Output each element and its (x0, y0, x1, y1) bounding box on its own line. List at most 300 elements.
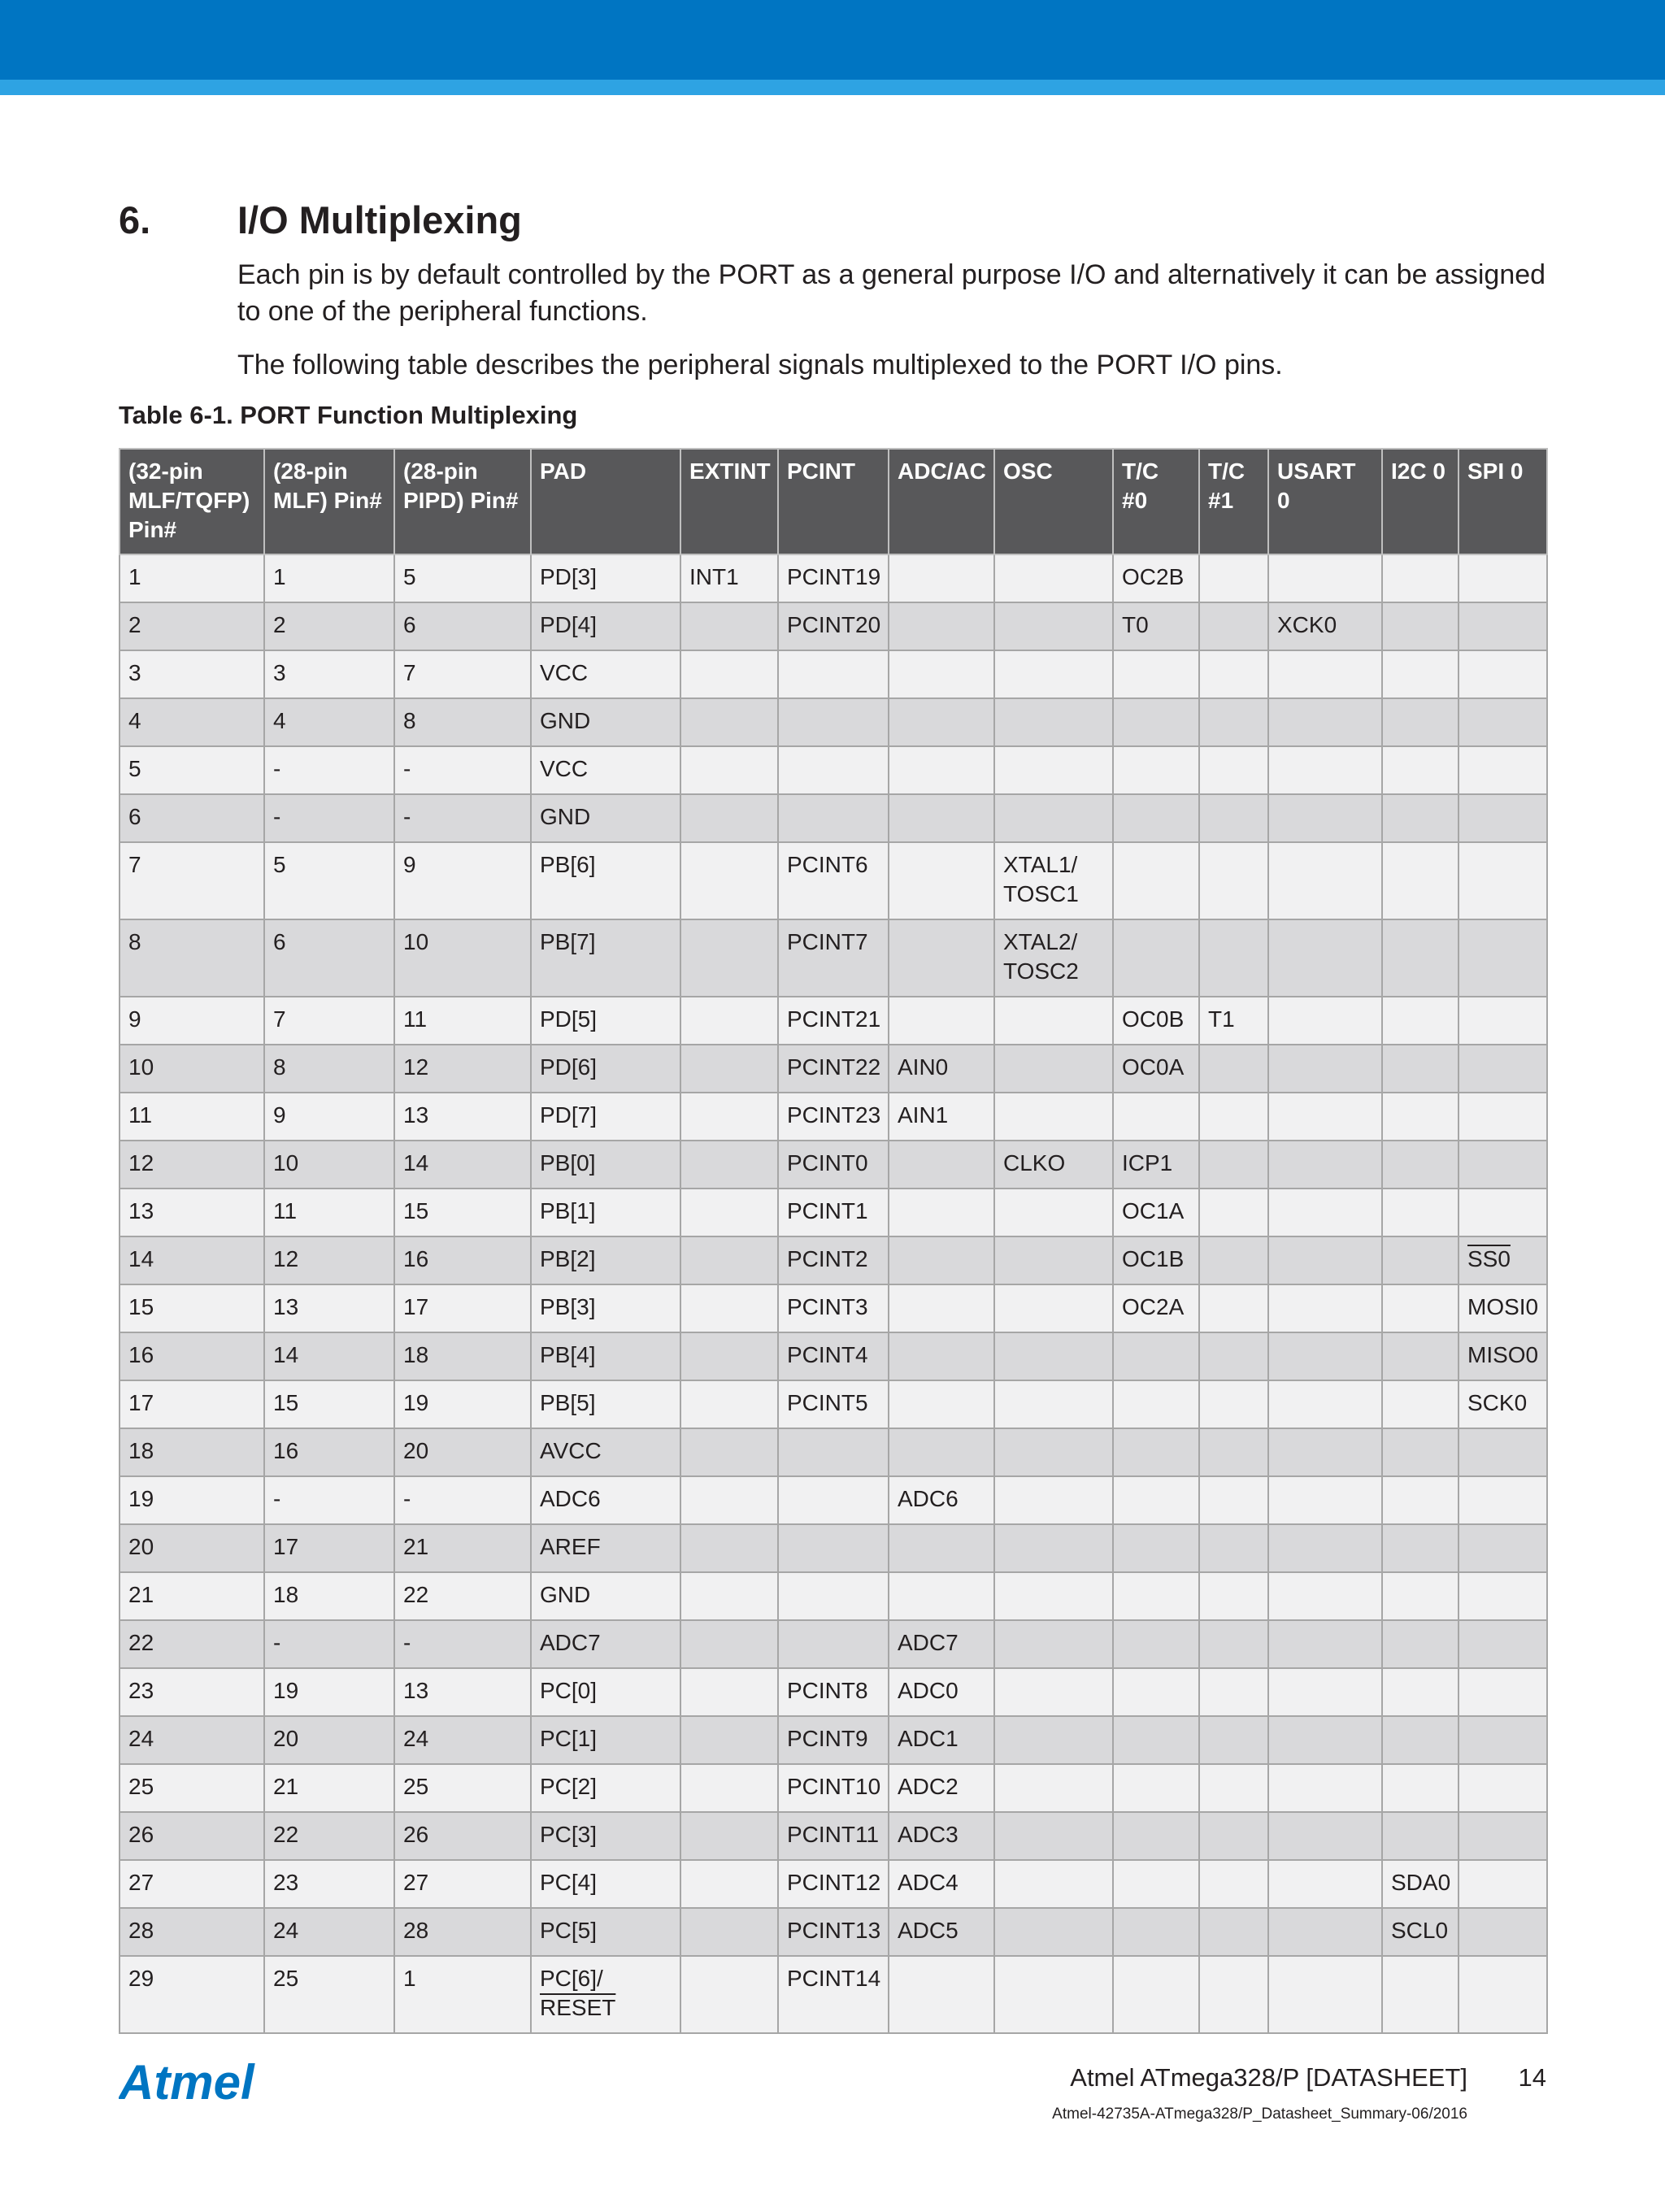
table-cell (994, 746, 1113, 794)
table-cell (994, 1284, 1113, 1332)
table-cell: 15 (120, 1284, 264, 1332)
table-cell: 1 (120, 554, 264, 602)
table-cell (994, 997, 1113, 1045)
table-cell: OC1A (1113, 1189, 1199, 1236)
table-cell: 7 (394, 650, 531, 698)
table-cell (1113, 1764, 1199, 1812)
table-cell (680, 1764, 778, 1812)
table-cell: 10 (264, 1141, 394, 1189)
table-cell (1459, 746, 1547, 794)
table-cell (994, 1860, 1113, 1908)
table-cell (680, 1812, 778, 1860)
table-cell: - (264, 1620, 394, 1668)
table-cell (889, 1572, 994, 1620)
table-cell: 22 (264, 1812, 394, 1860)
table-cell (889, 997, 994, 1045)
table-cell: PD[7] (531, 1093, 680, 1141)
table-cell (1268, 1428, 1382, 1476)
table-cell: 24 (120, 1716, 264, 1764)
table-cell (1459, 1093, 1547, 1141)
table-cell: 5 (120, 746, 264, 794)
table-row (120, 1812, 1547, 1860)
table-row (120, 1716, 1547, 1764)
table-cell (1268, 1236, 1382, 1284)
table-cell: AREF (531, 1524, 680, 1572)
table-cell: ADC7 (531, 1620, 680, 1668)
table-cell: 17 (264, 1524, 394, 1572)
table-cell: PC[4] (531, 1860, 680, 1908)
table-cell (680, 1332, 778, 1380)
table-cell (994, 1716, 1113, 1764)
table-cell (1382, 1956, 1459, 2033)
table-cell: XCK0 (1268, 602, 1382, 650)
table-cell (680, 1045, 778, 1093)
table-cell: 12 (394, 1045, 531, 1093)
table-cell (994, 1764, 1113, 1812)
table-cell: PCINT3 (778, 1284, 889, 1332)
table-row (120, 1284, 1547, 1332)
table-cell: 7 (120, 842, 264, 919)
table-cell: 18 (120, 1428, 264, 1476)
table-cell (680, 650, 778, 698)
table-row (120, 1668, 1547, 1716)
table-cell: 8 (264, 1045, 394, 1093)
table-cell (1382, 1428, 1459, 1476)
table-cell (1382, 1380, 1459, 1428)
table-cell: PB[5] (531, 1380, 680, 1428)
column-header: EXTINT (680, 449, 778, 554)
table-row (120, 842, 1547, 919)
table-cell (1113, 919, 1199, 997)
table-cell: PCINT23 (778, 1093, 889, 1141)
table-cell (889, 650, 994, 698)
table-cell (1459, 842, 1547, 919)
table-cell (1459, 1812, 1547, 1860)
table-cell: GND (531, 1572, 680, 1620)
column-header: T/C #1 (1199, 449, 1268, 554)
table-cell (889, 1332, 994, 1380)
table-cell (1382, 1093, 1459, 1141)
table-header-row (120, 449, 1547, 554)
table-cell: 20 (120, 1524, 264, 1572)
table-cell: PCINT12 (778, 1860, 889, 1908)
table-cell (1382, 1236, 1459, 1284)
table-cell (994, 1236, 1113, 1284)
table-cell (680, 1716, 778, 1764)
table-cell (1199, 1524, 1268, 1572)
table-cell (680, 1141, 778, 1189)
table-cell (1268, 1860, 1382, 1908)
table-row (120, 1093, 1547, 1141)
table-cell (1268, 1524, 1382, 1572)
table-cell: ADC1 (889, 1716, 994, 1764)
table-cell (1268, 1716, 1382, 1764)
table-cell: PCINT5 (778, 1380, 889, 1428)
table-cell: OC2A (1113, 1284, 1199, 1332)
table-cell (680, 1380, 778, 1428)
table-row (120, 1620, 1547, 1668)
table-cell (1459, 1860, 1547, 1908)
table-cell: 17 (120, 1380, 264, 1428)
table-cell (1459, 1476, 1547, 1524)
table-row (120, 1524, 1547, 1572)
table-cell: PC[2] (531, 1764, 680, 1812)
table-cell (778, 1572, 889, 1620)
table-cell (994, 1812, 1113, 1860)
table-row (120, 997, 1547, 1045)
table-cell (889, 919, 994, 997)
table-cell (778, 1476, 889, 1524)
table-cell: 21 (120, 1572, 264, 1620)
table-cell (1113, 1380, 1199, 1428)
table-cell (1199, 698, 1268, 746)
table-cell: PB[4] (531, 1332, 680, 1380)
table-cell: 23 (120, 1668, 264, 1716)
table-cell (1382, 1141, 1459, 1189)
table-cell: 16 (264, 1428, 394, 1476)
table-cell (1268, 698, 1382, 746)
table-cell (1459, 919, 1547, 997)
table-cell (1382, 1332, 1459, 1380)
table-cell: PB[2] (531, 1236, 680, 1284)
port-function-table (119, 448, 1548, 2034)
table-cell (994, 1668, 1113, 1716)
table-cell (1199, 1093, 1268, 1141)
table-cell: 22 (394, 1572, 531, 1620)
table-cell (994, 1332, 1113, 1380)
table-cell (1199, 1045, 1268, 1093)
table-cell: 3 (120, 650, 264, 698)
table-cell (889, 698, 994, 746)
table-cell: 21 (264, 1764, 394, 1812)
table-cell: 14 (394, 1141, 531, 1189)
table-cell (680, 1476, 778, 1524)
table-cell (1268, 842, 1382, 919)
table-cell: PCINT7 (778, 919, 889, 997)
table-cell (1199, 1141, 1268, 1189)
column-header: PAD (531, 449, 680, 554)
table-row (120, 1236, 1547, 1284)
table-cell: SCK0 (1459, 1380, 1547, 1428)
table-cell: PB[3] (531, 1284, 680, 1332)
table-cell (680, 794, 778, 842)
table-cell: INT1 (680, 554, 778, 602)
table-cell: PCINT0 (778, 1141, 889, 1189)
table-cell (1382, 1716, 1459, 1764)
table-cell (1268, 1284, 1382, 1332)
table-row (120, 1332, 1547, 1380)
table-cell (889, 1956, 994, 2033)
table-cell: ADC0 (889, 1668, 994, 1716)
table-cell: 13 (394, 1668, 531, 1716)
column-header: T/C #0 (1113, 449, 1199, 554)
table-cell: ICP1 (1113, 1141, 1199, 1189)
table-cell (1459, 698, 1547, 746)
table-cell: 19 (264, 1668, 394, 1716)
table-cell (1113, 1956, 1199, 2033)
table-cell (1268, 997, 1382, 1045)
table-cell: 13 (264, 1284, 394, 1332)
table-row (120, 602, 1547, 650)
table-cell (1268, 746, 1382, 794)
table-cell (994, 794, 1113, 842)
table-row (120, 1860, 1547, 1908)
table-cell (994, 1956, 1113, 2033)
table-cell (1382, 997, 1459, 1045)
table-row (120, 794, 1547, 842)
table-cell (994, 602, 1113, 650)
table-cell (994, 554, 1113, 602)
table-cell (1113, 1524, 1199, 1572)
table-row (120, 1380, 1547, 1428)
table-cell (680, 1860, 778, 1908)
intro-paragraph: Each pin is by default controlled by the PORT as a general purpose I/O and alternatively it can be assigned to one of the peripheral functions. (237, 259, 1546, 327)
table-cell: SS0 (1459, 1236, 1547, 1284)
table-cell (1382, 1620, 1459, 1668)
table-cell: 21 (394, 1524, 531, 1572)
table-row (120, 1189, 1547, 1236)
table-cell: 16 (120, 1332, 264, 1380)
table-cell (778, 1428, 889, 1476)
table-cell (1459, 1668, 1547, 1716)
table-cell (1382, 554, 1459, 602)
table-row (120, 746, 1547, 794)
table-cell (680, 1428, 778, 1476)
table-cell: OC0A (1113, 1045, 1199, 1093)
table-cell: VCC (531, 650, 680, 698)
table-cell: 9 (394, 842, 531, 919)
table-cell (1199, 794, 1268, 842)
table-cell: PCINT21 (778, 997, 889, 1045)
table-cell (994, 1428, 1113, 1476)
table-cell: 1 (394, 1956, 531, 2033)
table-cell (1113, 1716, 1199, 1764)
table-cell (994, 1476, 1113, 1524)
table-cell: 27 (120, 1860, 264, 1908)
table-cell (1459, 1956, 1547, 2033)
table-cell (1382, 698, 1459, 746)
table-cell (1199, 1716, 1268, 1764)
table-cell: 28 (394, 1908, 531, 1956)
table-cell: 1 (264, 554, 394, 602)
table-cell: AIN1 (889, 1093, 994, 1141)
table-cell (1459, 1428, 1547, 1476)
table-cell (778, 1620, 889, 1668)
table-cell: 12 (120, 1141, 264, 1189)
table-cell (1113, 698, 1199, 746)
table-row (120, 1572, 1547, 1620)
table-cell: PCINT2 (778, 1236, 889, 1284)
table-cell (680, 919, 778, 997)
header-stripe (0, 80, 1665, 95)
table-cell: 2 (264, 602, 394, 650)
table-cell (1199, 1332, 1268, 1380)
table-cell (1382, 1572, 1459, 1620)
table-cell (1459, 1716, 1547, 1764)
table-cell: PC[6]/ RESET (531, 1956, 680, 2033)
atmel-logo (119, 2052, 281, 2109)
table-cell (680, 1284, 778, 1332)
table-cell (1382, 842, 1459, 919)
table-cell: 13 (394, 1093, 531, 1141)
table-cell (1199, 746, 1268, 794)
column-header: (28-pin PIPD) Pin# (394, 449, 531, 554)
atmel-logo-text: Atmel (119, 2055, 254, 2109)
table-cell (1113, 650, 1199, 698)
column-header: ADC/AC (889, 449, 994, 554)
table-cell: PB[0] (531, 1141, 680, 1189)
table-cell (1382, 650, 1459, 698)
table-cell (1268, 1141, 1382, 1189)
table-cell: - (394, 1620, 531, 1668)
table-cell: PCINT8 (778, 1668, 889, 1716)
table-cell (994, 1908, 1113, 1956)
table-cell (889, 602, 994, 650)
table-cell: 26 (394, 1812, 531, 1860)
table-cell (1199, 1908, 1268, 1956)
table-cell (1382, 1284, 1459, 1332)
table-cell (1199, 602, 1268, 650)
table-cell (994, 698, 1113, 746)
table-cell: 7 (264, 997, 394, 1045)
table-cell (1382, 1476, 1459, 1524)
table-cell (1382, 1668, 1459, 1716)
table-cell: 5 (394, 554, 531, 602)
table-cell (1268, 1668, 1382, 1716)
table-cell: PC[5] (531, 1908, 680, 1956)
table-cell (1459, 602, 1547, 650)
column-header: (32-pin MLF/TQFP) Pin# (120, 449, 264, 554)
table-cell (680, 1093, 778, 1141)
table-cell: PCINT19 (778, 554, 889, 602)
table-cell (994, 1189, 1113, 1236)
table-cell (1459, 997, 1547, 1045)
table-cell: PCINT9 (778, 1716, 889, 1764)
table-cell: 5 (264, 842, 394, 919)
footer-doc-title: Atmel ATmega328/P [DATASHEET] (1070, 2063, 1467, 2092)
table-cell (889, 1284, 994, 1332)
table-cell (680, 1524, 778, 1572)
table-cell (1199, 554, 1268, 602)
table-cell: 10 (394, 919, 531, 997)
table-cell: ADC7 (889, 1620, 994, 1668)
table-cell: 12 (264, 1236, 394, 1284)
table-cell (1268, 1812, 1382, 1860)
table-cell: 18 (264, 1572, 394, 1620)
table-cell: PC[1] (531, 1716, 680, 1764)
table-cell (680, 1236, 778, 1284)
table-cell: 11 (264, 1189, 394, 1236)
table-cell (1268, 1332, 1382, 1380)
table-cell: ADC6 (531, 1476, 680, 1524)
table-cell (994, 1524, 1113, 1572)
table-cell: ADC2 (889, 1764, 994, 1812)
table-cell (1459, 650, 1547, 698)
table-cell: PCINT6 (778, 842, 889, 919)
column-header: SPI 0 (1459, 449, 1547, 554)
table-cell (994, 1620, 1113, 1668)
table-cell (680, 842, 778, 919)
table-cell (1199, 1284, 1268, 1332)
table-cell (889, 1428, 994, 1476)
table-cell (680, 1572, 778, 1620)
table-cell (1268, 1620, 1382, 1668)
table-row (120, 919, 1547, 997)
table-cell (680, 1620, 778, 1668)
table-cell: 2 (120, 602, 264, 650)
table-body (120, 554, 1547, 2033)
table-cell (1268, 1045, 1382, 1093)
table-cell: 20 (264, 1716, 394, 1764)
table-cell (1268, 1956, 1382, 2033)
table-cell (1268, 794, 1382, 842)
table-cell (1268, 554, 1382, 602)
table-cell: AVCC (531, 1428, 680, 1476)
table-cell (1382, 1764, 1459, 1812)
table-cell (680, 602, 778, 650)
table-cell (994, 1572, 1113, 1620)
table-cell (1113, 746, 1199, 794)
table-cell (889, 554, 994, 602)
table-cell: AIN0 (889, 1045, 994, 1093)
table-cell: T1 (1199, 997, 1268, 1045)
table-row (120, 1045, 1547, 1093)
table-cell (1459, 1572, 1547, 1620)
table-intro-paragraph: The following table describes the peripheral signals multiplexed to the PORT I/O pins. (237, 350, 1283, 380)
table-cell (1113, 1812, 1199, 1860)
table-cell (889, 746, 994, 794)
table-cell: PC[0] (531, 1668, 680, 1716)
table-cell: 10 (120, 1045, 264, 1093)
table-cell (889, 1189, 994, 1236)
table-cell: 3 (264, 650, 394, 698)
table-cell: 15 (394, 1189, 531, 1236)
table-cell: 23 (264, 1860, 394, 1908)
table-cell: ADC6 (889, 1476, 994, 1524)
column-header: I2C 0 (1382, 449, 1459, 554)
table-row (120, 1476, 1547, 1524)
table-cell (1382, 1189, 1459, 1236)
section-title: I/O Multiplexing (237, 198, 522, 241)
table-cell (1199, 1380, 1268, 1428)
table-cell: 11 (120, 1093, 264, 1141)
table-cell (1199, 1956, 1268, 2033)
table-cell: 4 (120, 698, 264, 746)
table-cell (1113, 1332, 1199, 1380)
column-header: PCINT (778, 449, 889, 554)
table-cell (1459, 1524, 1547, 1572)
table-cell: ADC3 (889, 1812, 994, 1860)
table-cell: 19 (394, 1380, 531, 1428)
table-cell (994, 1093, 1113, 1141)
table-cell: 27 (394, 1860, 531, 1908)
table-cell: PCINT1 (778, 1189, 889, 1236)
table-cell (1113, 842, 1199, 919)
table-cell: PB[7] (531, 919, 680, 997)
table-cell (1268, 1093, 1382, 1141)
table-cell (1459, 1908, 1547, 1956)
table-cell: 25 (264, 1956, 394, 2033)
table-cell: GND (531, 698, 680, 746)
table-cell (1459, 1620, 1547, 1668)
table-row (120, 1908, 1547, 1956)
table-cell (1199, 1764, 1268, 1812)
table-cell (1199, 1428, 1268, 1476)
table-cell (1382, 1524, 1459, 1572)
table-cell: PCINT22 (778, 1045, 889, 1093)
table-cell (680, 1189, 778, 1236)
table-cell (1113, 1476, 1199, 1524)
